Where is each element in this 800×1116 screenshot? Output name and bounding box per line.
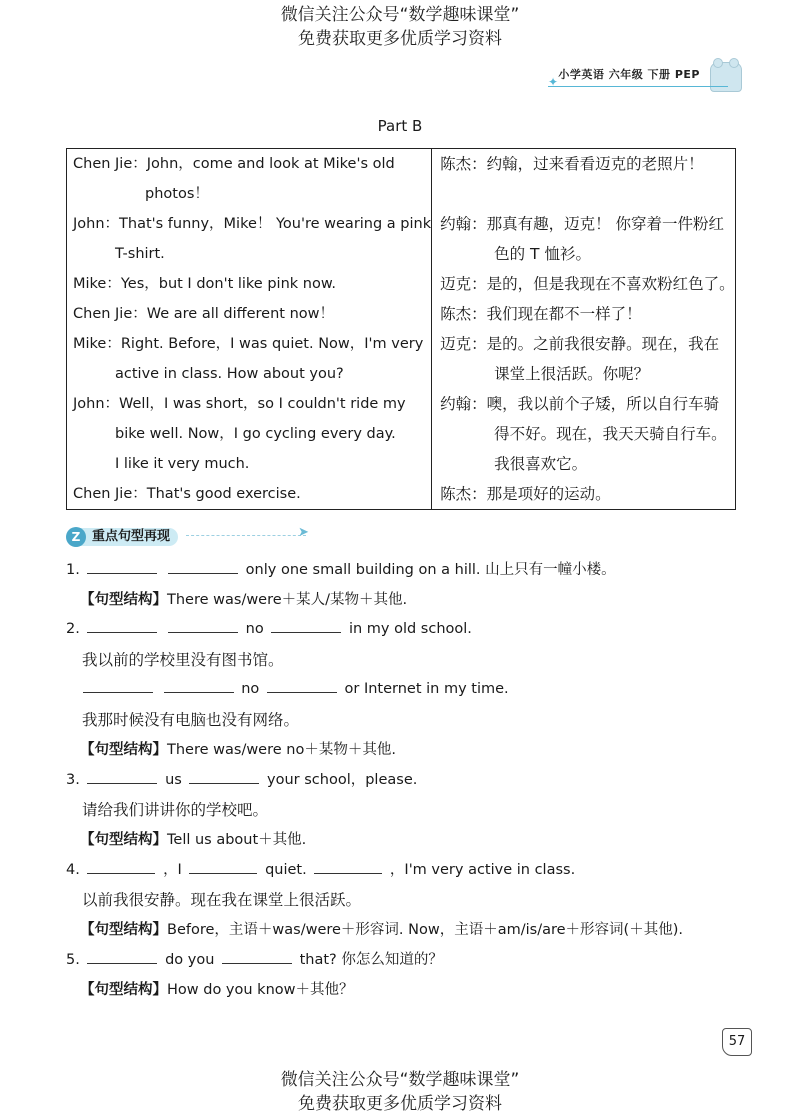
section-title: 重点句型再现 (80, 528, 178, 546)
dialog-line-en: Chen Jie：John，come and look at Mike's old photos！ (73, 156, 395, 202)
exercise-4-translation: 以前我很安静。现在我在课堂上很活跃。 (82, 891, 362, 909)
english-column (67, 149, 432, 510)
dialog-line-zh: 迈克：是的，但是我现在不喜欢粉红色了。 (440, 275, 735, 293)
answer-blank[interactable] (87, 859, 155, 874)
book-header (548, 66, 748, 96)
section-badge-icon: Z (66, 527, 86, 547)
answer-blank[interactable] (314, 859, 382, 874)
exercise-4: 4. ，I quiet. ，I'm very active in class. (66, 858, 575, 879)
exercise-5: 5. do you that? 你怎么知道的？ (66, 948, 443, 969)
bear-mascot-icon (710, 62, 742, 92)
answer-blank[interactable] (271, 618, 341, 633)
exercise-2: 2. no in my old school. (66, 618, 472, 637)
answer-blank[interactable] (168, 618, 238, 633)
part-title: Part B (377, 117, 423, 135)
answer-blank[interactable] (87, 559, 157, 574)
exercise-3-translation: 请给我们讲讲你的学校吧。 (82, 801, 269, 819)
dialog-line-zh: 陈杰：那是项好的运动。 (440, 485, 611, 503)
dialog-line-zh: 陈杰：约翰，过来看看迈克的老照片！ (440, 155, 704, 173)
dialog-table (66, 148, 736, 510)
dialog-line-zh: 迈克：是的。之前我很安静。现在，我在 课堂上很活跃。你呢？ (440, 335, 720, 383)
dialog-line-en: Mike：Yes，but I don't like pink now. (73, 276, 336, 292)
pattern-3: 【句型结构】Tell us about＋其他. (80, 832, 307, 848)
pattern-2: 【句型结构】There was/were no＋某物＋其他. (80, 742, 396, 758)
pattern-1: 【句型结构】There was/were＋某人/某物＋其他. (80, 592, 408, 608)
book-header-label: 小学英语 六年级 下册 PEP (558, 68, 700, 81)
answer-blank[interactable] (164, 678, 234, 693)
answer-blank[interactable] (87, 949, 157, 964)
page-number: 57 (722, 1028, 752, 1056)
watermark-top (0, 3, 800, 51)
dialog-line-en: John：Well，I was short，so I couldn't ride my bike well. Now，I go cycling every day. I like it very much. (73, 396, 406, 472)
watermark-line1: 微信关注公众号“数学趣味课堂” (280, 5, 520, 25)
answer-blank[interactable] (87, 618, 157, 633)
answer-blank[interactable] (87, 769, 157, 784)
answer-blank[interactable] (189, 859, 257, 874)
exercise-2-translation-1: 我以前的学校里没有图书馆。 (82, 651, 284, 669)
dialog-line-en: John：That's funny，Mike！ You're wearing a pink T-shirt. (73, 216, 432, 262)
watermark-bottom (0, 1068, 800, 1116)
exercise-2-line-2: no or Internet in my time. (80, 678, 509, 697)
exercise-2-translation-2: 我那时候没有电脑也没有网络。 (82, 711, 300, 729)
answer-blank[interactable] (189, 769, 259, 784)
dialog-row (67, 149, 736, 510)
answer-blank[interactable] (83, 678, 153, 693)
section-dashed-line (186, 535, 306, 536)
answer-blank[interactable] (267, 678, 337, 693)
watermark-line1: 微信关注公众号“数学趣味课堂” (280, 1070, 520, 1090)
header-divider (548, 75, 728, 89)
dialog-line-zh: 约翰：那真有趣，迈克！ 你穿着一件粉红 色的 T 恤衫。 (440, 215, 725, 263)
star-icon: ✦ (548, 75, 559, 89)
dialog-line-en: Chen Jie：We are all different now！ (73, 306, 334, 322)
pattern-5: 【句型结构】How do you know＋其他？ (80, 982, 354, 998)
dialog-line-en: Mike：Right. Before，I was quiet. Now，I'm very active in class. How about you? (73, 336, 424, 382)
answer-blank[interactable] (222, 949, 292, 964)
answer-blank[interactable] (168, 559, 238, 574)
paper-plane-icon: ➤ (298, 525, 309, 540)
watermark-line2: 免费获取更多优质学习资料 (298, 29, 502, 49)
exercise-1: 1. only one small building on a hill. 山上只有一幢小楼。 (66, 558, 616, 579)
pattern-4: 【句型结构】Before，主语＋was/were＋形容词. Now，主语＋am/is/are＋形容词(＋其他). (80, 922, 683, 938)
chinese-column (432, 149, 736, 510)
dialog-line-en: Chen Jie：That's good exercise. (73, 486, 301, 502)
dialog-line-zh: 约翰：噢，我以前个子矮，所以自行车骑 得不好。现在，我天天骑自行车。 我很喜欢它。 (440, 395, 727, 473)
watermark-line2: 免费获取更多优质学习资料 (298, 1094, 502, 1114)
dialog-line-zh: 陈杰：我们现在都不一样了！ (440, 305, 642, 323)
exercise-3: 3. us your school，please. (66, 768, 417, 789)
